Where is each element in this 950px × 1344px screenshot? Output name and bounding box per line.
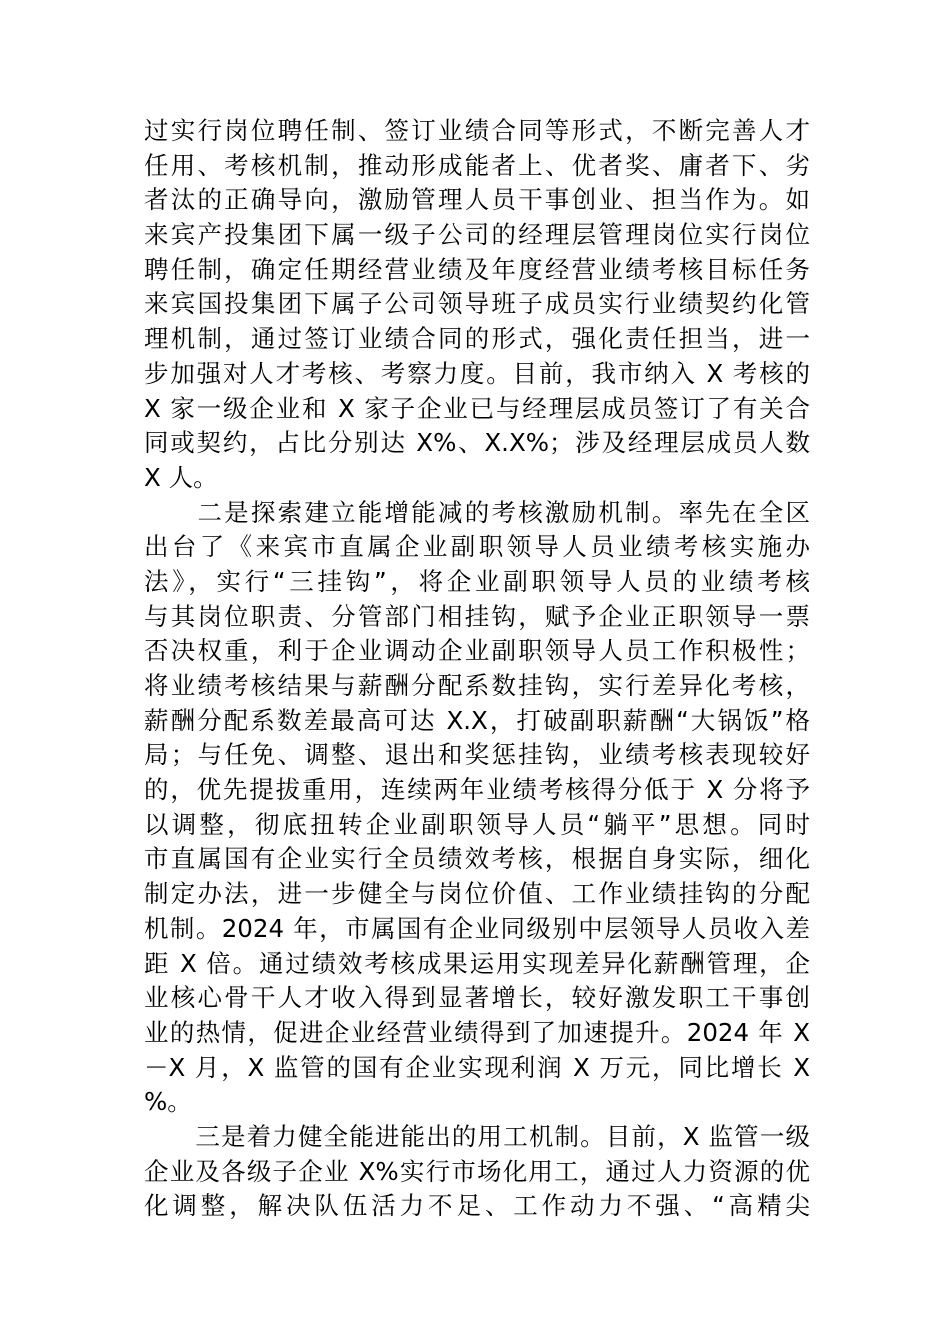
text-line: 业的热情，促进企业经营业绩得到了加速提升。2024 年 X [144,1017,810,1047]
text-line: 以调整，彻底扭转企业副职领导人员“躺平”思想。同时 [144,809,810,839]
text-line: 二是探索建立能增能减的考核激励机制。率先在全区 [144,497,810,527]
paragraph-3 [144,1120,810,1224]
text-line: %。 [144,1087,192,1117]
text-line: 步加强对人才考核、考察力度。目前，我市纳入 X 考核的 [144,358,810,388]
text-line: 法》，实行“三挂钩”，将企业副职领导人员的业绩考核 [144,566,810,596]
text-line: 过实行岗位聘任制、签订业绩合同等形式，不断完善人才 [144,116,810,145]
text-line: 任用、考核机制，推动形成能者上、优者奖、庸者下、劣 [144,150,810,180]
text-line: 出台了《来宾市直属企业副职领导人员业绩考核实施办 [144,532,810,562]
text-line: 化调整，解决队伍活力不足、工作动力不强、“高精尖 [144,1191,810,1221]
text-line: 制定办法，进一步健全与岗位价值、工作业绩挂钩的分配 [144,879,810,909]
text-line: 距 X 倍。通过绩效考核成果运用实现差异化薪酬管理，企 [144,948,810,978]
text-line: 来宾产投集团下属一级子公司的经理层管理岗位实行岗位 [144,220,810,250]
text-line: 者汰的正确导向，激励管理人员干事创业、担当作为。如 [144,185,810,215]
text-line: 同或契约，占比分别达 X%、X.X%；涉及经理层成员人数 [144,428,810,458]
paragraph-1 [144,114,810,496]
text-line: 业核心骨干人才收入得到显著增长，较好激发职工干事创 [144,983,810,1013]
text-line: X 家一级企业和 X 家子企业已与经理层成员签订了有关合 [144,393,810,423]
text-line: 将业绩考核结果与薪酬分配系数挂钩，实行差异化考核， [144,671,810,700]
text-line: 局；与任免、调整、退出和奖惩挂钩，业绩考核表现较好 [144,740,810,770]
paragraph-2 [144,496,810,1120]
text-line: －X 月，X 监管的国有企业实现利润 X 万元，同比增长 X [144,1052,810,1082]
text-line: 理机制，通过签订业绩合同的形式，强化责任担当，进一 [144,324,810,354]
text-line: 的，优先提拔重用，连续两年业绩考核得分低于 X 分将予 [144,775,810,805]
text-line: 与其岗位职责、分管部门相挂钩，赋予企业正职领导一票 [144,601,810,631]
text-line: 来宾国投集团下属子公司领导班子成员实行业绩契约化管 [144,289,810,319]
text-line: 三是着力健全能进能出的用工机制。目前，X 监管一级 [144,1121,810,1151]
text-line: X 人。 [144,462,218,492]
text-line: 聘任制，确定任期经营业绩及年度经营业绩考核目标任务 [144,254,810,284]
document-body [144,114,810,1224]
text-line: 企业及各级子企业 X%实行市场化用工，通过人力资源的优 [144,1156,810,1186]
text-line: 否决权重，利于企业调动企业副职领导人员工作积极性； [144,636,810,666]
text-line: 机制。2024 年，市属国有企业同级别中层领导人员收入差 [144,913,810,943]
text-line: 薪酬分配系数差最高可达 X.X，打破副职薪酬“大锅饭”格 [144,705,810,735]
text-line: 市直属国有企业实行全员绩效考核，根据自身实际，细化 [144,844,810,874]
